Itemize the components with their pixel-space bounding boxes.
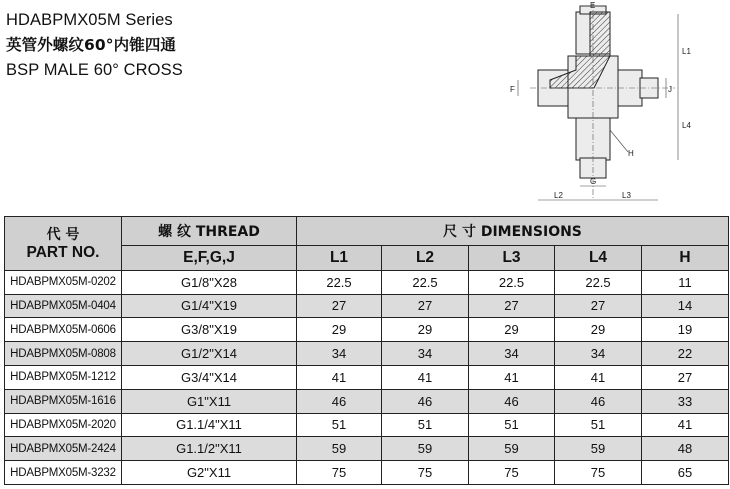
part-number-cell: HDABPMX05M-0808 <box>5 342 122 366</box>
col-header-h: H <box>642 245 729 270</box>
h-cell: 11 <box>642 270 729 294</box>
l1-cell: 34 <box>297 342 382 366</box>
l4-cell: 46 <box>555 389 642 413</box>
l3-cell: 29 <box>469 318 555 342</box>
l2-cell: 59 <box>382 437 469 461</box>
part-number-cell: HDABPMX05M-2424 <box>5 437 122 461</box>
label-l1: L1 <box>682 47 691 56</box>
l2-cell: 29 <box>382 318 469 342</box>
h-cell: 48 <box>642 437 729 461</box>
l2-cell: 46 <box>382 389 469 413</box>
l3-cell: 59 <box>469 437 555 461</box>
l1-cell: 51 <box>297 413 382 437</box>
part-number-cell: HDABPMX05M-0404 <box>5 294 122 318</box>
table-row <box>5 437 729 461</box>
l2-cell: 41 <box>382 365 469 389</box>
part-header-cn: 代 号 <box>46 227 80 244</box>
l4-cell: 29 <box>555 318 642 342</box>
dimensions-header: 尺 寸 DIMENSIONS <box>297 217 729 246</box>
h-cell: 19 <box>642 318 729 342</box>
l4-cell: 41 <box>555 365 642 389</box>
thread-subheader: E,F,G,J <box>122 245 297 270</box>
label-l4: L4 <box>682 121 691 130</box>
l4-cell: 75 <box>555 461 642 485</box>
h-cell: 14 <box>642 294 729 318</box>
cross-fitting-drawing <box>490 0 730 212</box>
chinese-title: 英管外螺纹60°内锥四通 <box>6 36 177 54</box>
l4-cell: 34 <box>555 342 642 366</box>
part-number-cell: HDABPMX05M-0606 <box>5 318 122 342</box>
l1-cell: 27 <box>297 294 382 318</box>
thread-cell: G1.1/2"X11 <box>122 437 297 461</box>
l2-cell: 51 <box>382 413 469 437</box>
table-row <box>5 365 729 389</box>
label-e: E <box>590 1 596 10</box>
part-number-cell: HDABPMX05M-3232 <box>5 461 122 485</box>
h-cell: 41 <box>642 413 729 437</box>
table-row <box>5 389 729 413</box>
thread-cell: G1"X11 <box>122 389 297 413</box>
l1-cell: 41 <box>297 365 382 389</box>
thread-cell: G1.1/4"X11 <box>122 413 297 437</box>
l1-cell: 75 <box>297 461 382 485</box>
part-number-cell: HDABPMX05M-2020 <box>5 413 122 437</box>
thread-cell: G1/4"X19 <box>122 294 297 318</box>
l3-cell: 75 <box>469 461 555 485</box>
l2-cell: 75 <box>382 461 469 485</box>
label-f: F <box>510 85 515 94</box>
part-number-cell: HDABPMX05M-1616 <box>5 389 122 413</box>
l4-cell: 51 <box>555 413 642 437</box>
table-row <box>5 294 729 318</box>
part-number-cell: HDABPMX05M-1212 <box>5 365 122 389</box>
l4-cell: 27 <box>555 294 642 318</box>
table-row <box>5 413 729 437</box>
h-cell: 27 <box>642 365 729 389</box>
thread-cell: G2"X11 <box>122 461 297 485</box>
table-row <box>5 318 729 342</box>
h-cell: 22 <box>642 342 729 366</box>
title-block <box>6 8 183 83</box>
l3-cell: 34 <box>469 342 555 366</box>
l3-cell: 27 <box>469 294 555 318</box>
label-g: G <box>590 177 597 186</box>
l1-cell: 59 <box>297 437 382 461</box>
col-header-l3: L3 <box>469 245 555 270</box>
part-header-en: PART NO. <box>26 244 100 262</box>
label-j: J <box>668 85 672 94</box>
l4-cell: 59 <box>555 437 642 461</box>
l3-cell: 51 <box>469 413 555 437</box>
part-number-cell: HDABPMX05M-0202 <box>5 270 122 294</box>
col-header-l2: L2 <box>382 245 469 270</box>
english-title: BSP MALE 60° CROSS <box>6 61 183 79</box>
l2-cell: 34 <box>382 342 469 366</box>
l1-cell: 46 <box>297 389 382 413</box>
label-h: H <box>628 149 634 158</box>
series-title: HDABPMX05M Series <box>6 11 173 29</box>
l1-cell: 22.5 <box>297 270 382 294</box>
h-cell: 65 <box>642 461 729 485</box>
label-l2: L2 <box>554 191 563 200</box>
label-l3: L3 <box>622 191 631 200</box>
col-header-l1: L1 <box>297 245 382 270</box>
l1-cell: 29 <box>297 318 382 342</box>
thread-cell: G3/4"X14 <box>122 365 297 389</box>
table-row <box>5 461 729 485</box>
l2-cell: 27 <box>382 294 469 318</box>
l3-cell: 46 <box>469 389 555 413</box>
l4-cell: 22.5 <box>555 270 642 294</box>
h-cell: 33 <box>642 389 729 413</box>
part-number-header <box>5 217 122 271</box>
l3-cell: 41 <box>469 365 555 389</box>
table-row <box>5 270 729 294</box>
thread-header: 螺 纹 THREAD <box>122 217 297 246</box>
l3-cell: 22.5 <box>469 270 555 294</box>
dimensions-table <box>4 216 729 485</box>
table-row <box>5 342 729 366</box>
l2-cell: 22.5 <box>382 270 469 294</box>
thread-cell: G3/8"X19 <box>122 318 297 342</box>
col-header-l4: L4 <box>555 245 642 270</box>
thread-cell: G1/8"X28 <box>122 270 297 294</box>
thread-cell: G1/2"X14 <box>122 342 297 366</box>
